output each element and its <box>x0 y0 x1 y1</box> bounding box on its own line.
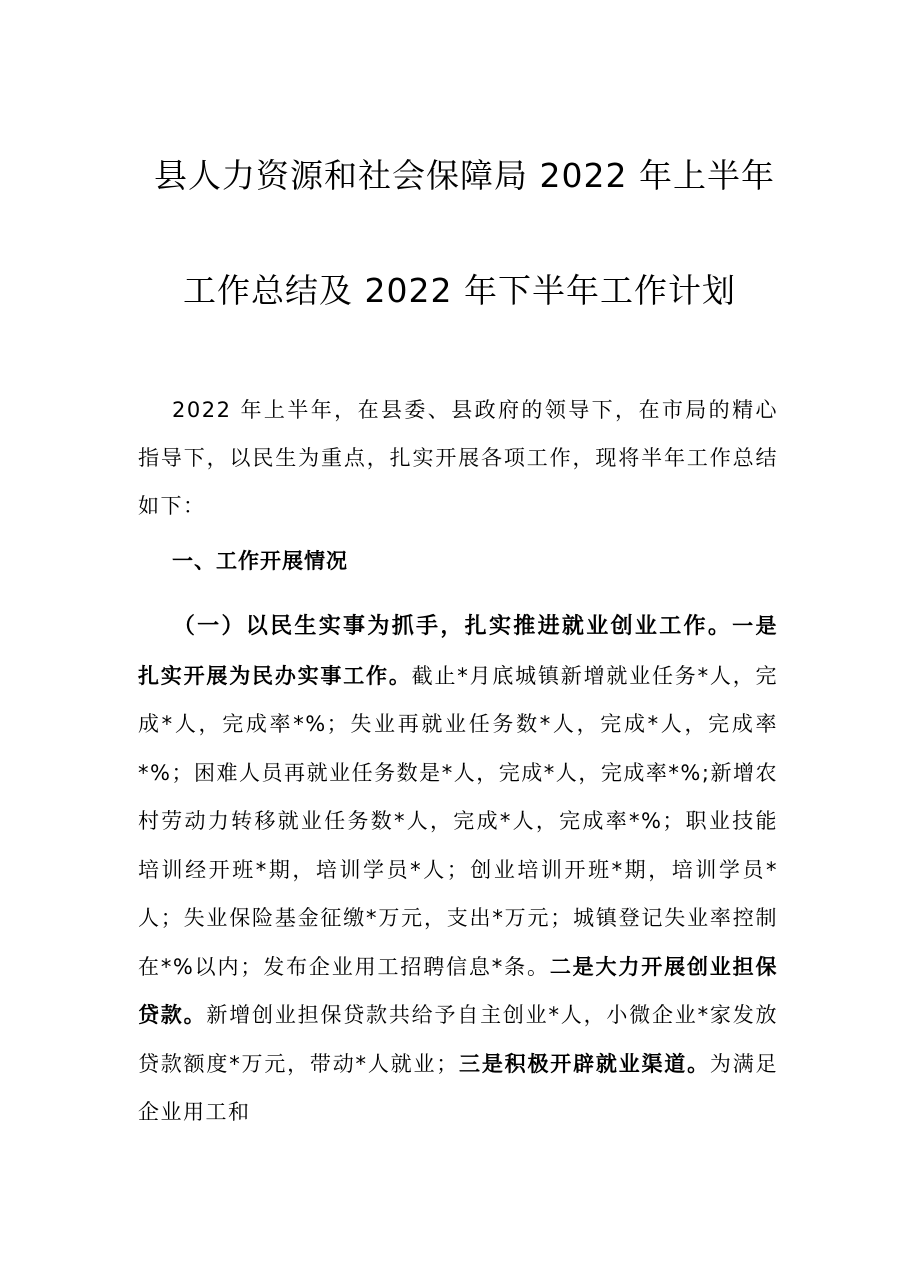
subsection-heading: （一）以民生实事为抓手，扎实推进就业创业工作。 <box>172 614 733 639</box>
intro-paragraph-text: 2022 年上半年，在县委、县政府的领导下，在市局的精心指导下，以民生为重点，扎实开展各项工作，现将半年工作总结如下： <box>138 398 778 518</box>
point-3-heading: 三是积极开辟就业渠道。 <box>458 1051 710 1076</box>
point-1-heading: 一是扎实开展为民办实事工作。 <box>138 614 778 688</box>
point-2-heading: 二是大力开展创业担保贷款。 <box>138 954 779 1027</box>
document-title-line-1: 县人力资源和社会保障局 2022 年上半年 <box>154 156 775 195</box>
intro-paragraph <box>138 386 778 530</box>
point-2-body: 新增创业担保贷款共给予自主创业*人，小微企业*家发放贷款额度*万元，带动*人就业； <box>138 1003 779 1076</box>
document-title-line-2: 工作总结及 2022 年下半年工作计划 <box>183 271 736 310</box>
section-1-body-paragraph <box>138 602 778 1137</box>
point-3-body: 为满足企业用工和 <box>138 1051 779 1124</box>
section-1-heading: 一、工作开展情况 <box>172 549 348 573</box>
point-1-body: 截止*月底城镇新增就业任务*人，完成*人，完成率*%；失业再就业任务数*人，完成*人，完成率*%；困难人员再就业任务数是*人，完成*人，完成率*%;新增农村劳动力转移就业任务数*人，完成*人，完成率*%；职业技能培训经开班*期，培训学员*人；创业培训开班*期，培训学员*人；失业保险基金征缴*万元，支出*万元；城镇登记失业率控制在*%以内；发布企业用工招聘信息*条。 <box>138 663 779 979</box>
